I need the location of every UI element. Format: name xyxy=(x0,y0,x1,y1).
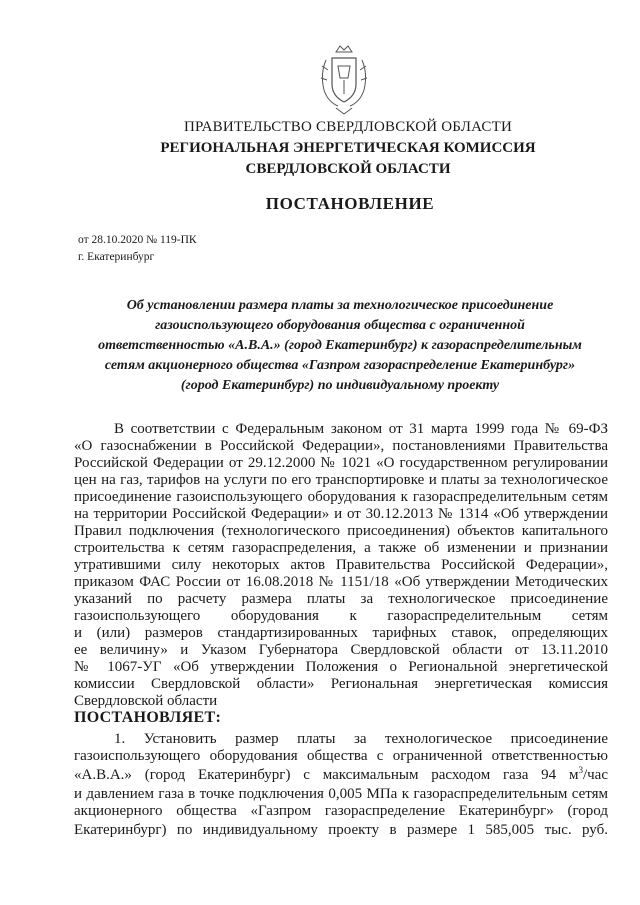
government-name: ПРАВИТЕЛЬСТВО СВЕРДЛОВСКОЙ ОБЛАСТИ xyxy=(183,119,513,135)
item-line: газоиспользующего оборудования общества с ограниченной ответственностью xyxy=(74,748,608,764)
preamble-line: «О газоснабжении в Российской Федерации», постановлениями Правительства xyxy=(74,438,608,454)
decree-heading: ПОСТАНОВЛЯЕТ: xyxy=(74,709,222,726)
commission-region: СВЕРДЛОВСКОЙ ОБЛАСТИ xyxy=(245,161,451,177)
item-line: 1. Установить размер платы за технологическое присоединение xyxy=(114,731,608,747)
document-date-number: от 28.10.2020 № 119-ПК xyxy=(78,234,197,246)
item-text: «А.В.А.» (город Екатеринбург) с максимальным расходом газа 94 м xyxy=(74,767,579,783)
subject-line: сетям акционерного общества «Газпром газораспределение Екатеринбург» xyxy=(104,358,576,373)
subject-line: ответственностью «А.В.А.» (город Екатеринбург) к газораспределительным xyxy=(98,338,582,353)
preamble-line: ее величину» и Указом Губернатора Свердловской области от 13.11.2010 xyxy=(74,642,608,658)
item-text: /час xyxy=(582,767,608,783)
item-line: Екатеринбург) по индивидуальному проекту в размере 1 585,005 тыс. руб. xyxy=(74,822,608,838)
item-line xyxy=(74,766,608,784)
preamble-line: Свердловской области xyxy=(74,693,218,709)
preamble-line: № 1067-УГ «Об утверждении Положения о Региональной энергетической xyxy=(74,659,608,675)
item-line: акционерного общества «Газпром газораспределение Екатеринбург» (город xyxy=(74,803,608,819)
preamble-line: утратившими силу некоторых актов Правительства Российской Федерации», xyxy=(74,557,608,573)
document-city: г. Екатеринбург xyxy=(78,251,155,263)
preamble-line: приказом ФАС России от 16.08.2018 № 1151/18 «Об утверждении Методических xyxy=(74,574,608,590)
preamble-line: присоединение газоиспользующего оборудования к газораспределительным сетям xyxy=(74,489,608,505)
preamble-line: Правил подключения (технологического присоединения) объектов капитального xyxy=(74,523,608,539)
subject-line: Об установлении размера платы за технологическое присоединение xyxy=(126,298,554,313)
preamble-line: газоиспользующего оборудования к газораспределительным сетям xyxy=(74,608,608,624)
preamble-line: строительства к сетям газораспределения, а также об изменении и признании xyxy=(74,540,608,556)
subject-line: (город Екатеринбург) по индивидуальному проекту xyxy=(180,378,500,393)
preamble-line: на территории Российской Федерации» и от 30.12.2013 № 1314 «Об утверждении xyxy=(74,506,608,522)
preamble-line: указаний по расчету размера платы за технологическое присоединение xyxy=(74,591,608,607)
item-line: и давлением газа в точке подключения 0,005 МПа к газораспределительным сетям xyxy=(74,786,608,802)
preamble-line: комиссии Свердловской области» Региональная энергетическая комиссия xyxy=(74,676,608,692)
subject-line: газоиспользующего оборудования общества с ограниченной xyxy=(155,318,525,333)
preamble-line: Российской Федерации от 29.12.2000 № 1021 «О государственном регулировании xyxy=(74,455,608,471)
commission-name: РЕГИОНАЛЬНАЯ ЭНЕРГЕТИЧЕСКАЯ КОМИССИЯ xyxy=(160,140,536,156)
preamble-line: и (или) размеров стандартизированных тарифных ставок, определяющих xyxy=(74,625,608,641)
coat-of-arms-icon xyxy=(318,44,370,116)
preamble-line: В соответствии с Федеральным законом от 31 марта 1999 года № 69-ФЗ xyxy=(114,421,608,437)
preamble-line: цен на газ, тарифов на услуги по его транспортировке и платы за технологическое xyxy=(74,472,608,488)
document-title: ПОСТАНОВЛЕНИЕ xyxy=(265,194,435,213)
superscript: 3 xyxy=(578,765,583,775)
